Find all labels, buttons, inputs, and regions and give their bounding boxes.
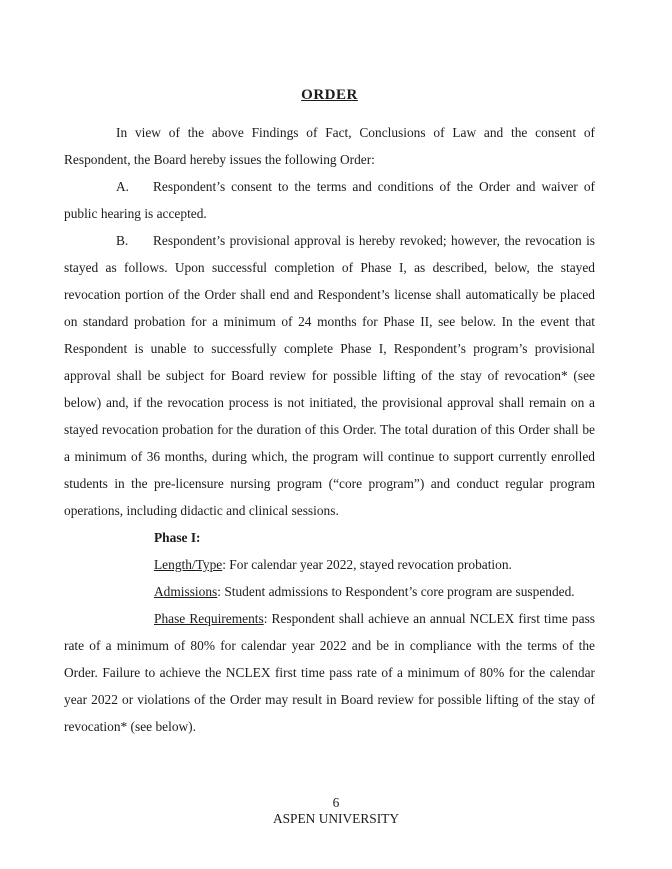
phase-entry-length-type-text: : For calendar year 2022, stayed revocation probation.	[222, 557, 512, 572]
phase-entry-requirements-text: : Respondent shall achieve an annual NCLEX first time pass rate of a minimum of 80% for calendar year 2022 and be in compliance with the terms of the Order. Failure to achieve the NCLEX first time pass rate of a minimum of 80% for the calendar year 2022 or violations of the Order may result in Board review for possible lifting of the stay of revocation* (see below).	[64, 611, 595, 734]
order-item-b-label: B.	[116, 233, 129, 248]
order-item-a-text: Respondent’s consent to the terms and conditions of the Order and waiver of public hearing is accepted.	[64, 179, 595, 221]
phase-entry-admissions	[64, 578, 595, 605]
footer-institution: ASPEN UNIVERSITY	[272, 811, 400, 826]
page-number: 6	[332, 795, 340, 810]
intro-paragraph: In view of the above Findings of Fact, Conclusions of Law and the consent of Respondent, the Board hereby issues the following Order:	[64, 125, 595, 167]
phase-entry-admissions-text: : Student admissions to Respondent’s core program are suspended.	[217, 584, 575, 599]
phase-entry-requirements	[64, 605, 595, 740]
phase-entry-length-type	[64, 551, 595, 578]
phase-entry-length-type-label: Length/Type	[154, 557, 223, 572]
phase-entry-requirements-label: Phase Requirements	[154, 611, 264, 626]
document-body	[64, 82, 595, 740]
order-item-b-text: Respondent’s provisional approval is hereby revoked; however, the revocation is stayed as follows. Upon successful completion of Phase I, as described, below, the stayed revocation portion of the Order shall end and Respondent’s license shall automatically be placed on standard probation for a minimum of 24 months for Phase II, see below. In the event that Respondent is unable to successfully complete Phase I, Respondent’s program’s provisional approval shall be subject for Board review for possible lifting of the stay of revocation* (see below) and, if the revocation process is not initiated, the provisional approval shall remain on a stayed revocation probation for the duration of this Order. The total duration of this Order shall be a minimum of 36 months, during which, the program will continue to support currently enrolled students in the pre-licensure nursing program (“core program”) and conduct regular program operations, including didactic and clinical sessions.	[64, 233, 595, 518]
order-item-a	[64, 173, 595, 227]
page-footer	[0, 795, 672, 827]
phase-heading: Phase I:	[154, 530, 201, 545]
order-item-b	[64, 227, 595, 524]
document-title: ORDER	[301, 87, 358, 103]
phase-entry-admissions-label: Admissions	[154, 584, 218, 599]
order-item-a-label: A.	[116, 179, 130, 194]
